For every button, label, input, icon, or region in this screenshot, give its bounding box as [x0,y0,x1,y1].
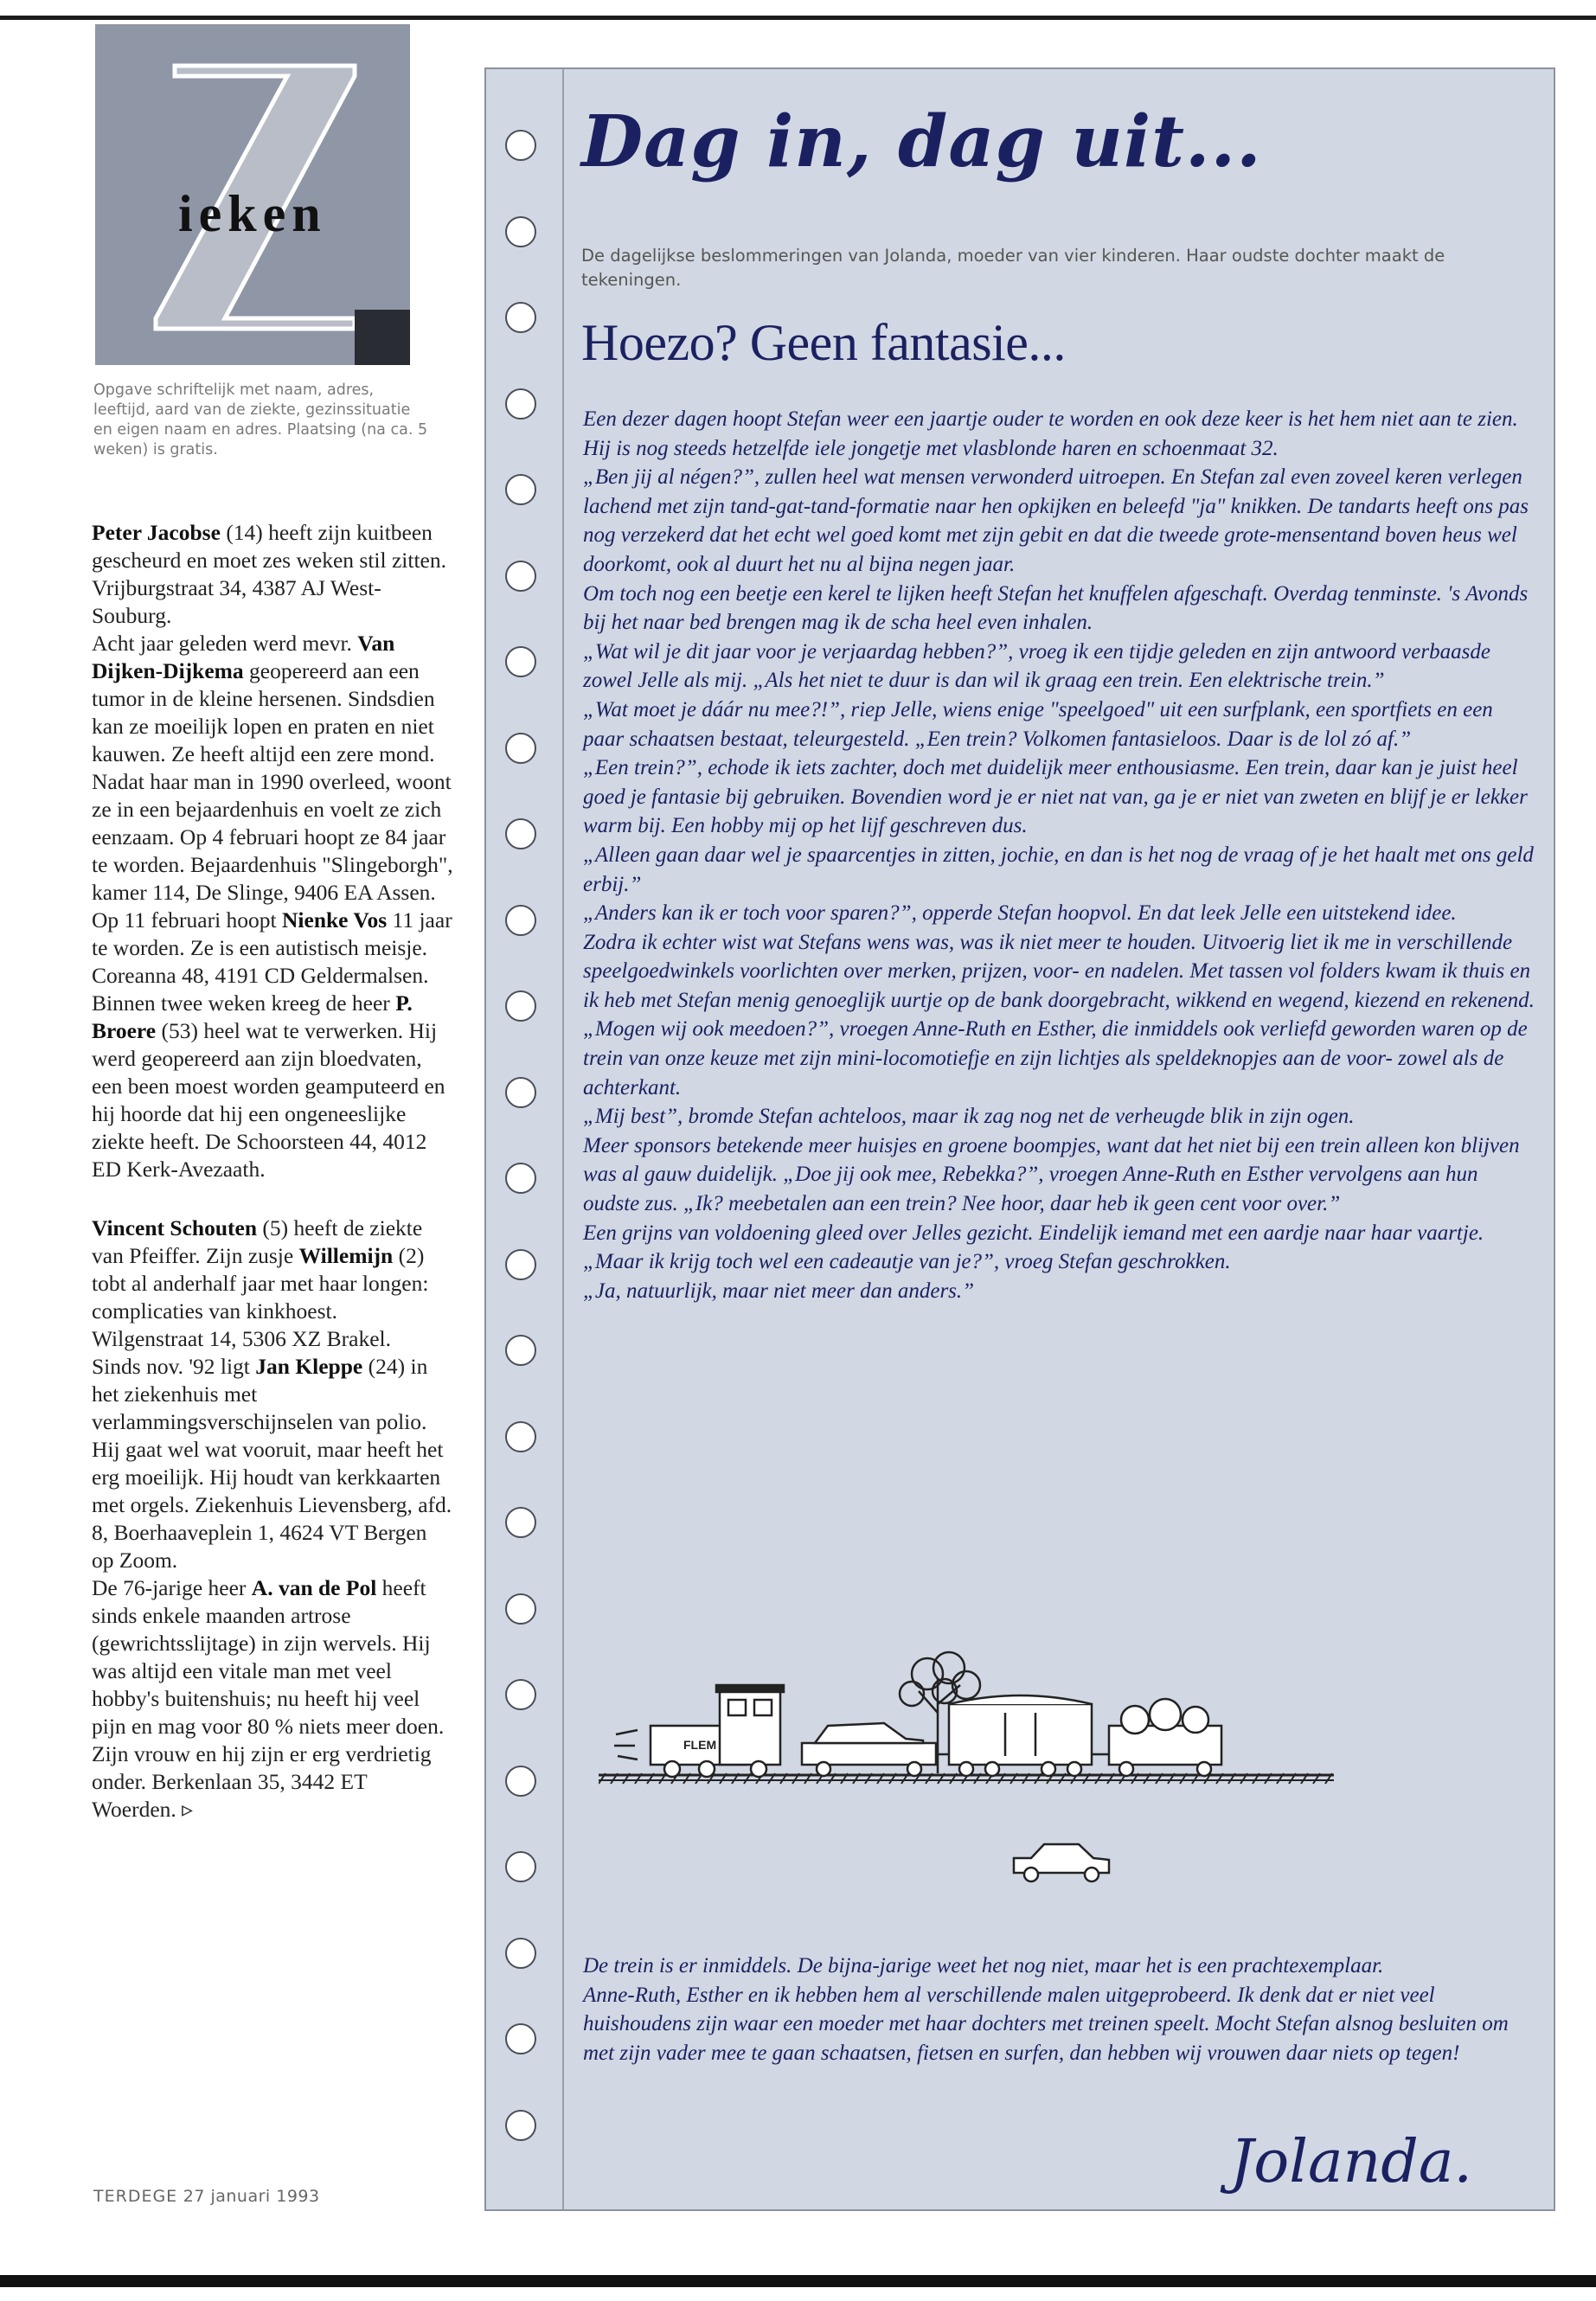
article-body [583,405,1535,1305]
notebook-hole [505,561,536,592]
notebook-hole [505,1851,536,1882]
notebook-hole [505,1766,536,1797]
list-item: Vincent Schouten (5) heeft de ziekte van Pfeiffer. Zijn zusje Willemijn (2) tobt al anderhalf jaar met haar longen: complicaties van kinkhoest. Wilgenstraat 14, 5306 XZ Brakel. [92,1215,429,1351]
paragraph: „Ja, natuurlijk, maar niet meer dan anders.” [583,1279,975,1303]
notebook-hole [505,1077,536,1108]
open-wagon-icon [1109,1699,1221,1776]
column-subtitle: De dagelijkse beslommeringen van Jolanda, moeder van vier kinderen. Haar oudste dochter maakt de tekeningen. [581,246,1445,290]
paragraph: „Anders kan ik er toch voor sparen?”, opperde Stefan hoopvol. En dat leek Jelle een uitstekend idee. [583,901,1457,926]
issue-date: 27 januari 1993 [183,2187,320,2206]
notebook-hole [505,733,536,764]
section-title: ieken [178,185,327,242]
paragraph: „Een trein?”, echode ik iets zachter, doch met duidelijk meer enthousiasme. Een trein, daar kan je juist heel goed je fantasie bij gebruiken. Bovendien word je er niet nat van, ga je er niet van zweten en blijf je er lekker warm bij. Een hobby mij op het lijf geschreven dus. [583,756,1528,838]
paragraph: „Maar ik krijg toch wel een cadeautje van je?”, vroeg Stefan geschrokken. [583,1250,1231,1274]
notebook-hole [505,818,536,849]
notebook-hole [505,1593,536,1625]
notebook-hole [505,1679,536,1710]
notebook-hole [505,130,536,161]
notebook-hole [505,2023,536,2054]
box-wagon-icon [949,1695,1109,1776]
list-item: Acht jaar geleden werd mevr. Van Dijken-Dijkema geopereerd aan een tumor in de kleine hersenen. Sindsdien kan ze moeilijk lopen en praten en niet kauwen. Ze heeft altijd een zere mond. Nadat haar man in 1990 overleed, woont ze in een bejaardenhuis en voelt ze zich eenzaam. Op 4 februari hoopt ze 84 jaar te worden. Bejaardenhuis "Slingeborgh", kamer 114, De Slinge, 9406 EA Assen. [92,631,453,905]
notebook-hole [505,646,536,677]
notebook-hole [505,1163,536,1194]
notebook-hole [505,388,536,420]
list-item: Op 11 februari hoopt Nienke Vos 11 jaar te worden. Ze is een autistisch meisje. Coreanna 48, 4191 CD Geldermalsen. [92,907,452,988]
submission-note: Opgave schriftelijk met naam, adres, leeftijd, aard van de ziekte, gezinssituatie en eigen naam en adres. Plaatsing (na ca. 5 weken) is gratis. [93,381,428,458]
page-footer [93,2187,320,2206]
paragraph: Een dezer dagen hoopt Stefan weer een jaartje ouder te worden en ook deze keer is het hem niet aan te zien. Hij is nog steeds hetzelfde iele jongetje met vlasblonde haren en schoenmaat 32. [583,407,1518,460]
toy-car-icon [1014,1844,1109,1881]
list-item: Peter Jacobse (14) heeft zijn kuitbeen gescheurd en moet zes weken stil zitten. Vrijburgstraat 34, 4387 AJ West-Souburg. [92,520,446,628]
notebook-margin-line [562,69,564,2209]
list-item: De 76-jarige heer A. van de Pol heeft sinds enkele maanden artrose (gewrichtsslijtage) in zijn wervels. Hij was altijd een vitale man met veel hobby's buitenshuis; nu heeft hij veel pijn en mag voor 80 % niets meer doen. Zijn vrouw en hij zijn er erg verdrietig onder. Berkenlaan 35, 3442 ET Woerden. ▹ [92,1575,445,1822]
list-item: Sinds nov. '92 ligt Jan Kleppe (24) in het ziekenhuis met verlammingsverschijnselen van polio. Hij gaat wel wat vooruit, maar heeft het erg moeilijk. Hij houdt van kerkkaarten met orgels. Ziekenhuis Lievensberg, afd. 8, Boerhaaveplein 1, 4624 VT Bergen op Zoom. [92,1354,452,1573]
paragraph: Om toch nog een beetje een kerel te lijken heeft Stefan het knuffelen afgeschaft. Overdag tenminste. 's Avonds bij het naar bed brengen mag ik de scha heel even inhalen. [583,581,1529,635]
notebook-hole [505,302,536,333]
list-item: Binnen twee weken kreeg de heer P. Broere (53) heel wat te verwerken. Hij werd geopereerd aan zijn bloedvaten, een been moest worden geamputeerd en hij hoorde dat hij een ongeneeslijke ziekte heeft. De Schoorsteen 44, 4012 ED Kerk-Avezaath. [92,990,445,1182]
train-illustration [599,1644,1464,1903]
notebook-hole [505,905,536,936]
notebook-hole [505,216,536,247]
paragraph: „Ben jij al négen?”, zullen heel wat mensen verwonderd uitroepen. En Stefan zal even zoveel keren verlegen lachend met zijn tand-gat-tand-formatie naar hen opkijken en beleefd "ja" knikken. De tandarts heeft ons pas nog verzekerd dat het echt wel goed komt met zijn gebit en dat die tweede grote-mensentand boven heus wel doorkomt, ook al duurt het nu al bijna negen jaar. [583,465,1529,576]
sick-list [92,519,453,1823]
article-ending [583,1952,1535,2067]
locomotive-label: FLEM [683,1738,717,1752]
top-rule [0,16,1596,20]
column-panel [484,67,1555,2211]
article-headline: Hoezo? Geen fantasie... [581,314,1066,371]
paragraph: „Wat moet je dáár nu mee?!”, riep Jelle, wiens enige "speelgoed" uit een surfplank, een sportfiets en een paar schaatsen bestaat, teleurgesteld. „Een trein? Volkomen fantasieloos. Daar is de lol zó af.” [583,697,1493,751]
paragraph: „Mogen wij ook meedoen?”, vroegen Anne-Ruth en Esther, die inmiddels ook verliefd geworden waren op de trein van onze keuze met zijn mini-locomotiefje en zijn lichtjes als speldeknopjes aan de voor- zowel als de achterkant. [583,1017,1528,1099]
magazine-name: TERDEGE [93,2187,178,2206]
locomotive-icon [614,1685,784,1777]
car-wagon-icon [802,1723,949,1776]
paragraph: „Mij best”, bromde Stefan achteloos, maar ik zag nog net de verheugde blik in zijn ogen. [583,1105,1355,1129]
notebook-hole [505,1421,536,1452]
notebook-hole [505,474,536,505]
bottom-rule [0,2275,1596,2287]
notebook-hole [505,1249,536,1280]
paragraph: Zodra ik echter wist wat Stefans wens was, was ik niet meer te houden. Uitvoerig liet ik me in verschillende speelgoedwinkels voorlichten over merken, prijzen, voor- en nadelen. Met tassen vol folders kwam ik thuis en ik heb met Stefan menig genoeglijk uurtje op de bank doorgebracht, wikkend en wegend, kiezend en rekenend. [583,930,1535,1012]
section-logo [95,24,410,365]
paragraph: Anne-Ruth, Esther en ik hebben hem al verschillende malen uitgeprobeerd. Ik denk dat er niet veel huishoudens zijn waar een moeder met haar dochters met treinen speelt. Mocht Stefan alsnog besluiten om met zijn vader mee te gaan schaatsen, fietsen en surfen, dan hebben wij vrouwen daar niets op tegen! [583,1983,1509,2065]
paragraph: De trein is er inmiddels. De bijna-jarige weet het nog niet, maar het is een prachtexemplaar. [583,1954,1384,1977]
paragraph: „Wat wil je dit jaar voor je verjaardag hebben?”, vroeg ik een tijdje geleden en zijn antwoord verbaasde zowel Jelle als mij. „Als het niet te duur is dan wil ik graag een trein. Een elektrische trein.” [583,639,1490,693]
notebook-hole [505,990,536,1022]
column-title: Dag in, dag uit... [581,100,1262,183]
paragraph: Een grijns van voldoening gleed over Jelles gezicht. Eindelijk iemand met een aardje naar haar vaartje. [583,1221,1484,1245]
paragraph: „Alleen gaan daar wel je spaarcentjes in zitten, jochie, en dan is het nog de vraag of je het haalt met ons geld erbij.” [583,843,1534,896]
notebook-hole [505,1938,536,1969]
notebook-hole [505,2110,536,2141]
notebook-hole [505,1335,536,1366]
paragraph: Meer sponsors betekende meer huisjes en groene boompjes, want dat het niet bij een trein alleen kon blijven was al gauw duidelijk. „Doe jij ook mee, Rebekka?”, vroegen Anne-Ruth en Esther vervolgens aan hun oudste zus. „Ik? meebetalen aan een trein? Nee hoor, daar heb ik geen cent voor over.” [583,1133,1520,1216]
notebook-hole [505,1507,536,1538]
author-signature: Jolanda. [1230,2128,1472,2196]
